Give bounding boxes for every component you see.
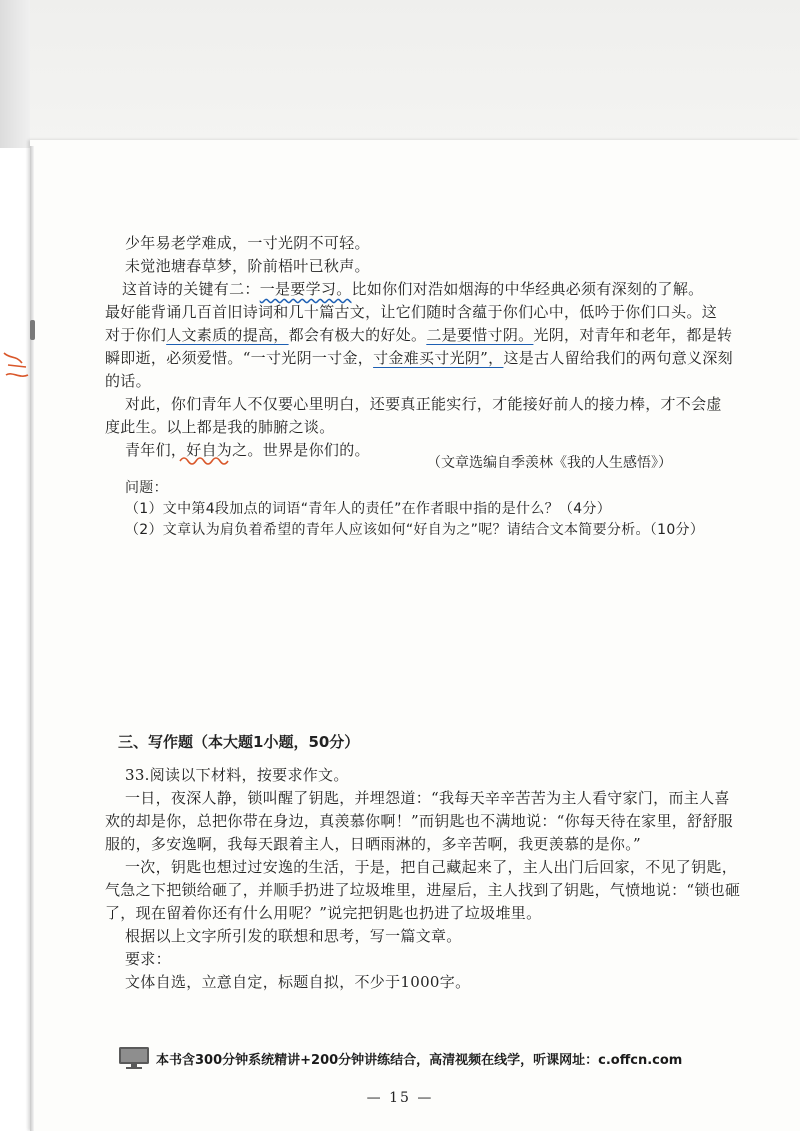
- footer-banner: [118, 1045, 682, 1071]
- underlined-phrase: 一是要学习。: [259, 280, 352, 298]
- page-shadow: [0, 0, 30, 148]
- page-number: — 15 —: [366, 1090, 434, 1106]
- questions-heading: 问题：: [125, 480, 168, 496]
- page-binding-edge: [30, 146, 34, 1131]
- passage-line: [122, 279, 703, 299]
- material-line: 一次，钥匙也想过过安逸的生活，于是，把自己藏起来了，主人出门后回家，不见了钥匙，: [125, 858, 738, 876]
- passage-text: 这是古人留给我们的两句意义深刻: [503, 349, 733, 367]
- requirement-label: 要求：: [125, 950, 171, 968]
- material-line: 了，现在留着你还有什么用呢？”说完把钥匙也扔进了垃圾堆里。: [105, 904, 542, 922]
- material-line: 根据以上文字所引发的联想和思考，写一篇文章。: [125, 927, 462, 945]
- material-line: 气急之下把锁给砸了，并顺手扔进了垃圾堆里，进屋后，主人找到了钥匙，气愤地说：“锁也砸: [105, 881, 741, 899]
- previous-page-edge: [0, 0, 800, 148]
- passage-line: 的话。: [105, 372, 151, 390]
- passage-line: [105, 325, 732, 345]
- passage-text: 这首诗的关键有二：: [122, 280, 260, 298]
- source-citation: （文章选编自季羡林《我的人生感悟》）: [427, 455, 672, 471]
- question-33: 33.阅读以下材料，按要求作文。: [125, 766, 349, 784]
- passage-text: 比如你们对浩如烟海的中华经典必须有深刻的了解。: [351, 280, 704, 298]
- material-line: 服的，多安逸啊，我每天跟着主人，日晒雨淋的，多辛苦啊，我更羡慕的是你。”: [105, 835, 641, 853]
- poem-line-2: 未觉池塘春草梦，阶前梧叶已秋声。: [125, 257, 370, 275]
- passage-line: 对此，你们青年人不仅要心里明白，还要真正能实行，才能接好前人的接力棒，才不会虚: [125, 395, 722, 413]
- passage-text: 都会有极大的好处。: [288, 326, 427, 344]
- section-title: 三、写作题（本大题1小题，50分）: [118, 733, 360, 751]
- poem-line-1: 少年易老学难成，一寸光阴不可轻。: [125, 234, 370, 252]
- material-line: 一日，夜深人静，锁叫醒了钥匙，并埋怨道：“我每天辛辛苦苦为主人看守家门，而主人喜: [125, 789, 730, 807]
- requirement-text: 文体自选，立意自定，标题自拟，不少于1000字。: [125, 973, 471, 991]
- monitor-icon: [118, 1046, 150, 1070]
- passage-text: 对于你们: [105, 326, 167, 344]
- side-tab-marker: [30, 320, 35, 340]
- underlined-phrase: 人文素质的提高，: [166, 326, 289, 344]
- underlined-phrase: 寸金难买寸光阴”，: [373, 349, 504, 367]
- underlined-phrase: 二是要惜寸阴。: [426, 326, 534, 344]
- handwritten-squiggle: [178, 452, 233, 464]
- material-line: 欢的却是你，总把你带在身边，真羡慕你啊！”而钥匙也不满地说：“你每天待在家里，舒舒服: [105, 812, 733, 830]
- passage-text: 光阴，对青年和老年，都是转: [533, 326, 733, 344]
- question-1: （1）文中第4段加点的词语“青年人的责任”在作者眼中指的是什么？（4分）: [125, 501, 612, 517]
- question-2: （2）文章认为肩负着希望的青年人应该如何“好自为之”呢？请结合文本简要分析。（10分）: [125, 522, 705, 538]
- passage-text: 瞬即逝，必须爱惜。“一寸光阴一寸金，: [105, 349, 374, 367]
- passage-line: 度此生。以上都是我的肺腑之谈。: [105, 418, 335, 436]
- passage-line: 青年们，好自为之。世界是你们的。: [125, 441, 370, 459]
- passage-line: 最好能背诵几百首旧诗词和几十篇古文，让它们随时含蕴于你们心中，低吟于你们口头。这: [105, 303, 718, 321]
- passage-line: [105, 348, 733, 368]
- footer-text: 本书含300分钟系统精讲+200分钟讲练结合，高清视频在线学，听课网址：c.offcn.com: [156, 1052, 683, 1068]
- handwritten-margin-note: [0, 345, 30, 385]
